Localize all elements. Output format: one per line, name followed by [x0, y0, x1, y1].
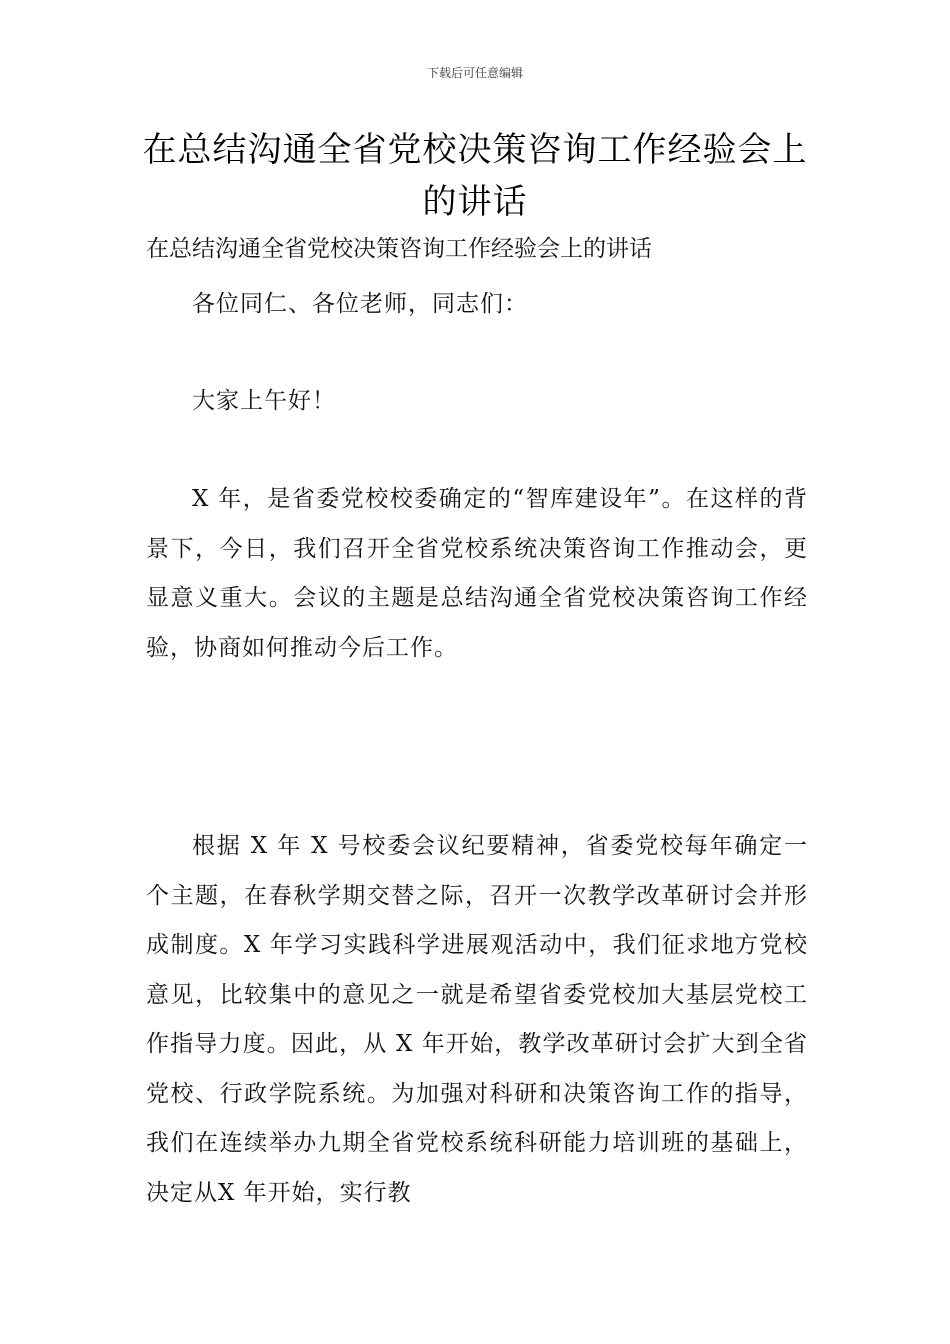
salutation-paragraph: 大家上午好！ — [192, 388, 336, 414]
greeting-paragraph: 各位同仁、各位老师，同志们： — [192, 291, 528, 317]
body-paragraph-1: X 年，是省委党校校委确定的“智库建设年”。在这样的背景下，今日，我们召开全省党校系统决策咨询工作推动会，更显意义重大。会议的主题是总结沟通全省党校决策咨询工作经验，协商如何推动今后工作。 — [146, 486, 808, 661]
document-title: 在总结沟通全省党校决策咨询工作经验会上的讲话 — [142, 130, 808, 222]
document-subtitle: 在总结沟通全省党校决策咨询工作经验会上的讲话 — [146, 236, 652, 262]
header-note: 下载后可任意编辑 — [426, 66, 523, 80]
body-paragraph-2: 根据 X 年 X 号校委会议纪要精神，省委党校每年确定一个主题，在春秋学期交替之际，召开一次教学改革研讨会并形成制度。X 年学习实践科学进展观活动中，我们征求地方党校意见，比较集中的意见之一就是希望省委党校加大基层党校工作指导力度。因此，从 X 年开始，教学改革研讨会扩大到全省党校、行政学院系统。为加强对科研和决策咨询工作的指导，我们在连续举办九期全省党校系统科研能力培训班的基础上，决定从X 年开始，实行教 — [146, 833, 808, 1206]
